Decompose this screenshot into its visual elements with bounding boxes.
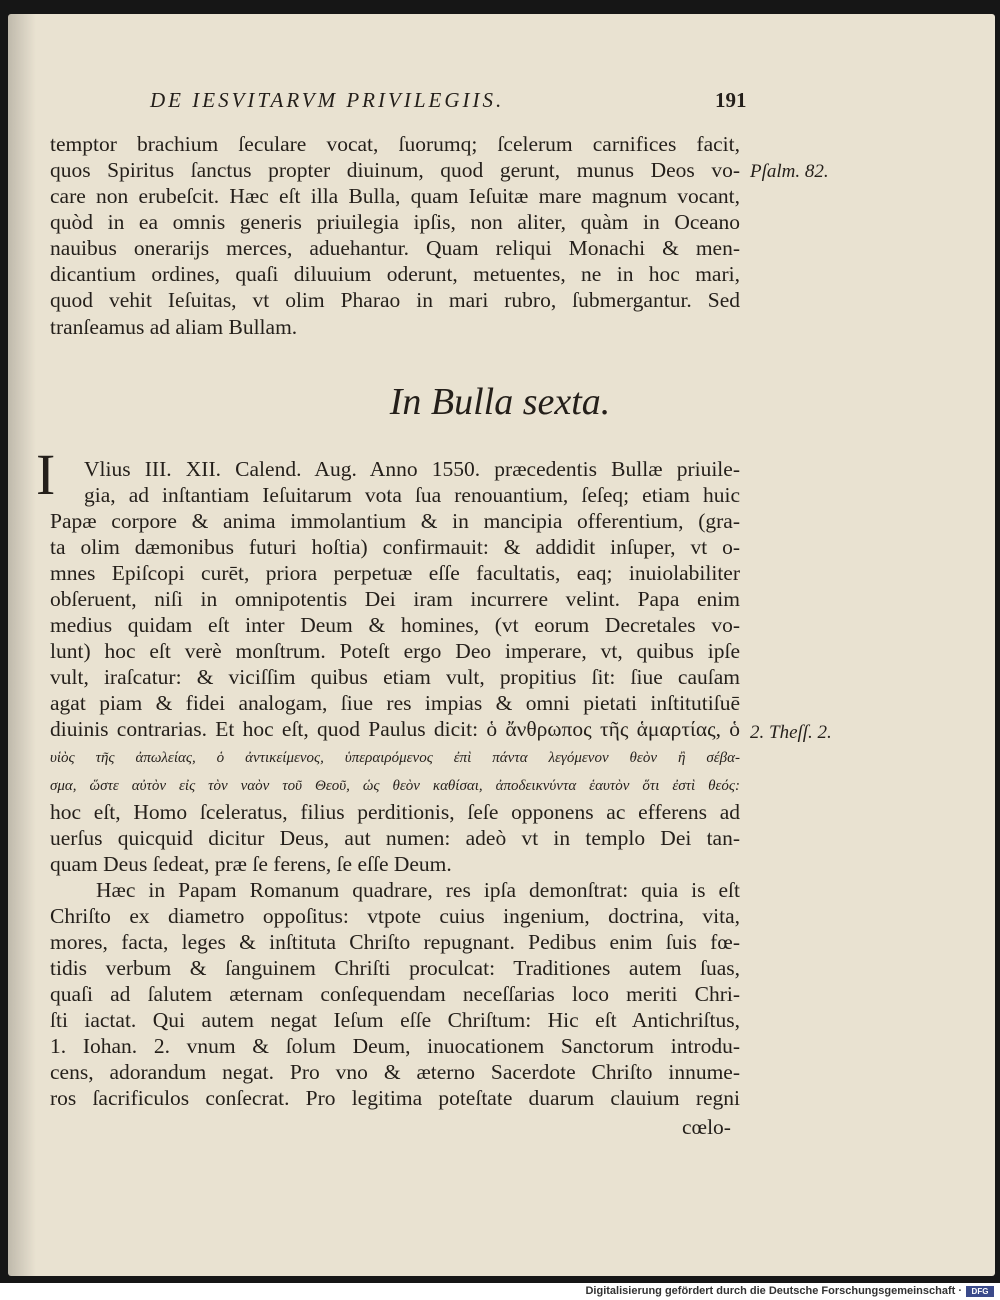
text-line: 1. Iohan. 2. vnum & ſolum Deum, inuocationem Sanctorum introdu- <box>50 1034 740 1058</box>
page-fold-shadow <box>8 14 36 1276</box>
text-line: ta olim dæmonibus futuri hoſtia) confirmauit: & addidit inſuper, vt o- <box>50 535 740 559</box>
text-line: diuinis contrarias. Et hoc eſt, quod Paulus dicit: ὁ ἄνθρωπος τῆς ἁμαρτίας, ὁ <box>50 717 740 741</box>
catchword: cœlo- <box>682 1115 731 1139</box>
text-line: Chriſto ex diametro oppoſitus: vtpote cuius ingenium, doctrina, vita, <box>50 904 740 928</box>
section-heading: In Bulla sexta. <box>389 381 611 423</box>
text-line: lunt) hoc eſt verè monſtrum. Poteſt ergo Deo imperare, vt, quibus ipſe <box>50 639 740 663</box>
text-line: temptor brachium ſeculare vocat, ſuorumq; ſcelerum carnifices facit, <box>50 132 740 156</box>
text-line: ros ſacrificulos conſecrat. Pro legitima poteſtate duarum clauium regni <box>50 1086 740 1110</box>
text-line: agat piam & fidei analogam, ſiue res impias & omni pietati inſtitutiſuē <box>50 691 740 715</box>
text-line: obſeruent, niſi in omnipotentis Dei iram incurrere velint. Papa enim <box>50 587 740 611</box>
text-line: ſti iactat. Qui autem negat Ieſum eſſe Chriſtum: Hic eſt Antichriſtus, <box>50 1008 740 1032</box>
text-line: tranſeamus ad aliam Bullam. <box>50 315 298 339</box>
text-line: Papæ corpore & anima immolantium & in mancipia offerentium, (gra- <box>50 509 740 533</box>
greek-line: σμα, ὥστε αὐτὸν εἰς τὸν ναὸν τοῦ Θεοῦ, ὡς θεὸν καθίσαι, ἀποδεικνύντα ἑαυτὸν ὅτι ἐστὶ θεός: <box>50 778 740 794</box>
text-line: gia, ad inſtantiam Ieſuitarum vota ſua renouantium, ſeſeq; etiam huic <box>84 483 740 507</box>
text-line: hoc eſt, Homo ſceleratus, filius perditionis, ſeſe opponens ac efferens ad <box>50 800 740 824</box>
text-line: tidis verbum & ſanguinem Chriſti proculcat: Traditiones autem ſuas, <box>50 956 740 980</box>
text-line: quod vehit Ieſuitas, vt olim Pharao in mari rubro, ſubmergantur. Sed <box>50 288 740 312</box>
text-line: vult, iraſcatur: & viciſſim quibus etiam vult, propitius ſit: ſiue cauſam <box>50 665 740 689</box>
text-line: medius quidam eſt inter Deum & homines, (vt eorum Decretales vo- <box>50 613 740 637</box>
margin-note-thess: 2. Theſſ. 2. <box>750 722 832 743</box>
text-line: quòd in ea omnis generis priuilegia ipſis, non aliter, quàm in Oceano <box>50 210 740 234</box>
text-line: quaſi ad ſalutem æternam conſequendam neceſſarias loco meriti Chri- <box>50 982 740 1006</box>
text-line: quam Deus ſedeat, præ ſe ferens, ſe eſſe Deum. <box>50 852 452 876</box>
text-line: Vlius III. XII. Calend. Aug. Anno 1550. præcedentis Bullæ priuile- <box>84 457 740 481</box>
text-line: mores, facta, leges & inſtituta Chriſto repugnant. Pedibus enim ſuis fœ- <box>50 930 740 954</box>
greek-line: υἱὸς τῆς ἀπωλείας, ὁ ἀντικείμενος, ὑπεραιρόμενος ἐπὶ πάντα λεγόμενον θεὸν ἢ σέβα- <box>50 750 740 766</box>
dfg-logo-icon: DFG <box>966 1286 994 1297</box>
text-line: dicantium ordines, quaſi diluuium oderunt, metuentes, ne in hoc mari, <box>50 262 740 286</box>
text-line: Hæc in Papam Romanum quadrare, res ipſa demonſtrat: quia is eſt <box>96 878 740 902</box>
text-line: nauibus onerarijs merces, aduehantur. Quam reliqui Monachi & men- <box>50 236 740 260</box>
text-line: care non erubeſcit. Hæc eſt illa Bulla, quam Ieſuitæ mare magnum vocant, <box>50 184 740 208</box>
running-head: DE IESVITARVM PRIVILEGIIS. <box>150 88 505 112</box>
text-line: uerſus quicquid dicitur Deus, aut numen: adeò vt in templo Dei tan- <box>50 826 740 850</box>
drop-cap: I <box>36 442 56 507</box>
text-line: quos Spiritus ſanctus propter diuinum, quod gerunt, munus Deos vo- <box>50 158 740 182</box>
text-line: mnes Epiſcopi curēt, priora perpetuæ eſſe facultatis, eaq; inuiolabiliter <box>50 561 740 585</box>
margin-note-psalm: Pſalm. 82. <box>750 161 829 182</box>
footer-credit-bar <box>0 1283 1000 1300</box>
page-number: 191 <box>715 88 747 112</box>
footer-credit-text: Digitalisierung gefördert durch die Deutsche Forschungsgemeinschaft · <box>585 1285 962 1297</box>
text-line: cens, adorandum negat. Pro vno & æterno Sacerdote Chriſto innume- <box>50 1060 740 1084</box>
